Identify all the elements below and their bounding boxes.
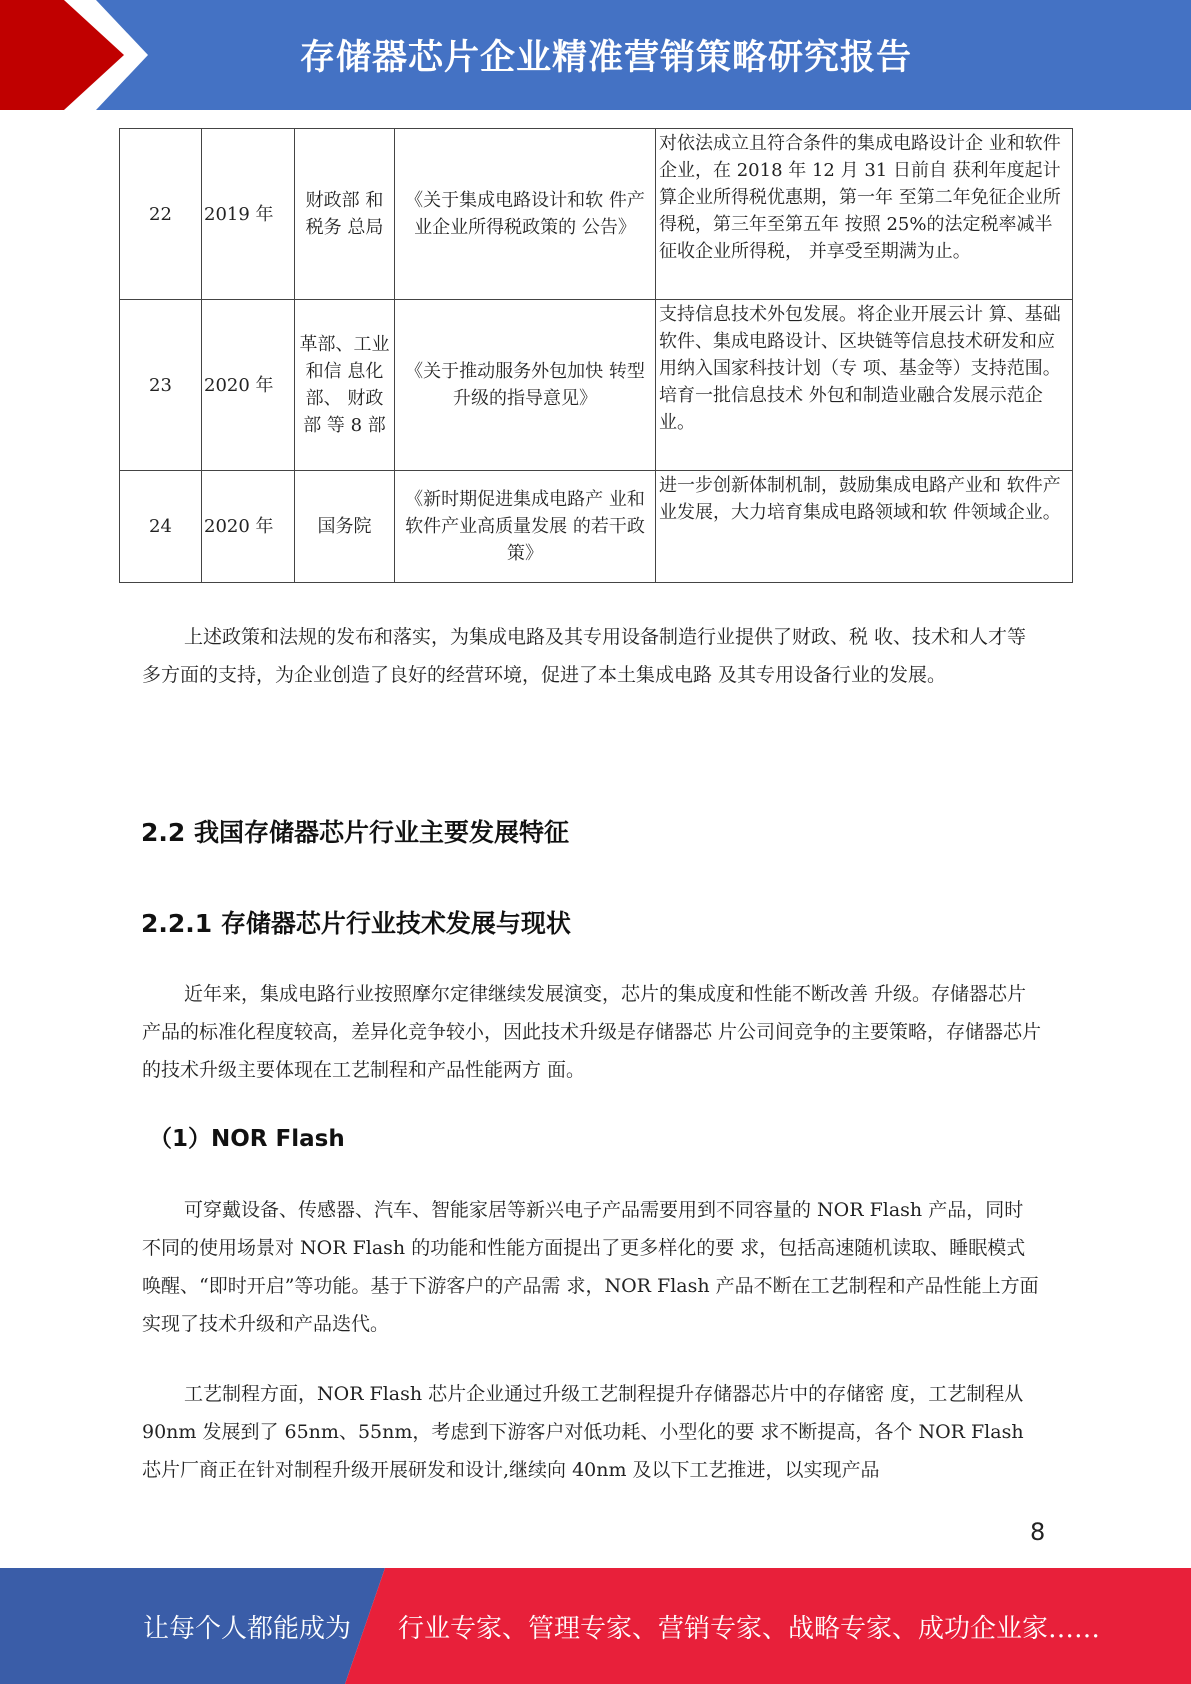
section-heading: 2.2 我国存储器芯片行业主要发展特征 <box>141 818 569 847</box>
row-department: 革部、工业和信 息化部、 财政部 等 8 部 <box>295 300 395 471</box>
footer-slogan-right: 行业专家、管理专家、营销专家、战略专家、成功企业家…… <box>398 1614 1101 1644</box>
table-row <box>120 471 1073 583</box>
table-row <box>120 300 1073 471</box>
paragraph-tech-overview: 近年来，集成电路行业按照摩尔定律继续发展演变，芯片的集成度和性能不断改善 升级。存储器芯片产品的标准化程度较高，差异化竞争较小，因此技术升级是存储器芯 片公司间竞争的主要策略，存储器芯片的技术升级主要体现在工艺制程和产品性能两方 面。 <box>142 983 1042 1081</box>
paragraph-nor-flash-demand: 可穿戴设备、传感器、汽车、智能家居等新兴电子产品需要用到不同容量的 NOR Flash 产品，同时不同的使用场景对 NOR Flash 的功能和性能方面提出了更多样化的要 求，包括高速随机读取、睡眠模式唤醒、“即时开启”等功能。基于下游客户的产品需 求，NOR Flash 产品不断在工艺制程和产品性能上方面实现了技术升级和产品迭代。 <box>142 1199 1039 1335</box>
row-description: 对依法成立且符合条件的集成电路设计企 业和软件企业，在 2018 年 12 月 31 日前自 获利年度起计算企业所得税优惠期，第一年 至第二年免征企业所得税，第三年至第五年 按照 25%的法定税率减半征收企业所得税， 并享受至期满为止。 <box>656 129 1073 300</box>
paragraph-policy-summary: 上述政策和法规的发布和落实，为集成电路及其专用设备制造行业提供了财政、税 收、技术和人才等多方面的支持，为企业创造了良好的经营环境，促进了本土集成电路 及其专用设备行业的发展。 <box>142 626 1027 686</box>
row-department: 国务院 <box>295 471 395 583</box>
row-document: 《新时期促进集成电路产 业和软件产业高质量发展 的若干政策》 <box>395 471 656 583</box>
row-department: 财政部 和税务 总局 <box>295 129 395 300</box>
row-description: 支持信息技术外包发展。将企业开展云计 算、基础软件、集成电路设计、区块链等信息技术研发和应用纳入国家科技计划（专 项、基金等）支持范围。培育一批信息技术 外包和制造业融合发展示范企业。 <box>656 300 1073 471</box>
page-footer <box>0 1568 1191 1684</box>
page-header <box>0 0 1191 110</box>
page-number: 8 <box>1030 1518 1046 1546</box>
policy-table <box>119 128 1073 583</box>
row-number: 24 <box>120 471 202 583</box>
row-number: 23 <box>120 300 202 471</box>
subheading-nor-flash: （1）NOR Flash <box>149 1126 345 1152</box>
table-row <box>120 129 1073 300</box>
row-year: 2019 年 <box>202 129 295 300</box>
paragraph-process-technology: 工艺制程方面，NOR Flash 芯片企业通过升级工艺制程提升存储器芯片中的存储密 度，工艺制程从 90nm 发展到了 65nm、55nm，考虑到下游客户对低功耗、小型化的要 求不断提高，各个 NOR Flash 芯片厂商正在针对制程升级开展研发和设计,继续向 40nm 及以下工艺推进，以实现产品 <box>142 1383 1024 1481</box>
row-document: 《关于推动服务外包加快 转型升级的指导意见》 <box>395 300 656 471</box>
row-document: 《关于集成电路设计和软 件产业企业所得税政策的 公告》 <box>395 129 656 300</box>
row-year: 2020 年 <box>202 471 295 583</box>
subsection-heading: 2.2.1 存储器芯片行业技术发展与现状 <box>141 909 571 938</box>
row-number: 22 <box>120 129 202 300</box>
header-chevron-graphic <box>0 0 160 110</box>
report-title: 存储器芯片企业精准营销策略研究报告 <box>300 38 913 78</box>
footer-slogan-left: 让每个人都能成为 <box>143 1614 352 1644</box>
row-description: 进一步创新体制机制，鼓励集成电路产业和 软件产业发展，大力培育集成电路领域和软 件领域企业。 <box>656 471 1073 583</box>
row-year: 2020 年 <box>202 300 295 471</box>
